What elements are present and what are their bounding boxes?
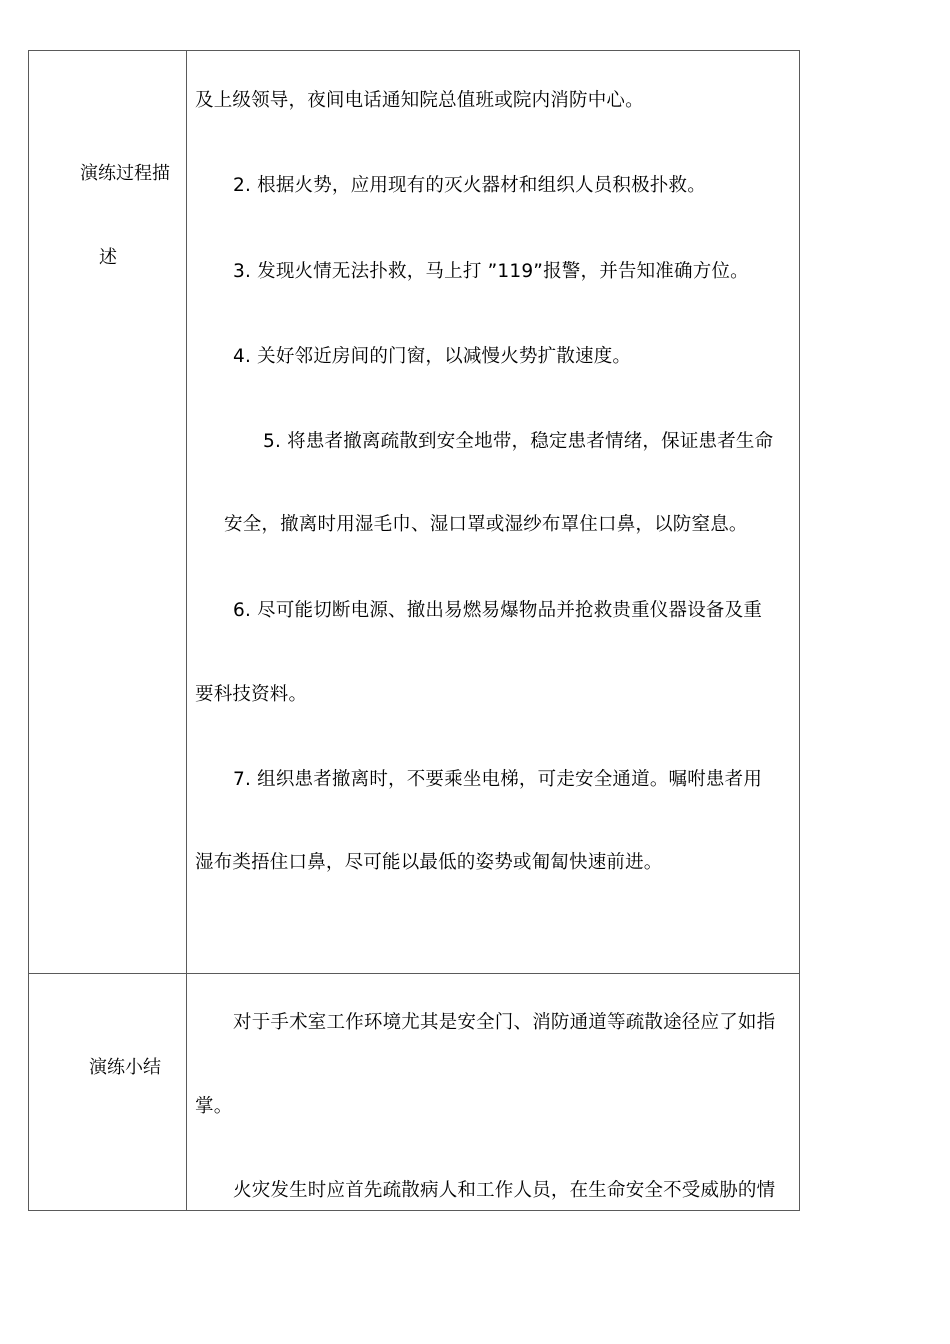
summary-content-cell xyxy=(187,974,800,1211)
summary-line: 对于手术室工作环境尤其是安全门、消防通道等疏散途径应了如指 xyxy=(233,1012,776,1033)
process-line: 4. 关好邻近房间的门窗，以减慢火势扩散速度。 xyxy=(233,346,632,367)
process-line: 要科技资料。 xyxy=(195,684,308,705)
process-label-cell xyxy=(29,51,187,974)
process-content-cell xyxy=(187,51,800,974)
summary-line: 火灾发生时应首先疏散病人和工作人员，在生命安全不受威胁的情 xyxy=(233,1180,776,1201)
process-line: 6. 尽可能切断电源、撤出易燃易爆物品并抢救贵重仪器设备及重 xyxy=(233,600,763,621)
summary-row xyxy=(29,974,800,1211)
process-line: 安全，撤离时用湿毛巾、湿口罩或湿纱布罩住口鼻，以防窒息。 xyxy=(224,514,748,535)
summary-label-cell xyxy=(29,974,187,1211)
summary-line: 掌。 xyxy=(195,1096,233,1117)
process-line: 2. 根据火势，应用现有的灭火器材和组织人员积极扑救。 xyxy=(233,175,706,196)
process-line: 7. 组织患者撤离时，不要乘坐电梯，可走安全通道。嘱咐患者用 xyxy=(233,769,763,790)
process-label-line1: 演练过程描 xyxy=(80,163,170,184)
drill-record-table xyxy=(28,50,800,1211)
process-line: 5. 将患者撤离疏散到安全地带，稳定患者情绪，保证患者生命 xyxy=(263,431,774,452)
process-line: 3. 发现火情无法扑救，马上打 ”119”报警，并告知准确方位。 xyxy=(233,261,749,282)
summary-label: 演练小结 xyxy=(89,1057,161,1078)
process-line: 及上级领导，夜间电话通知院总值班或院内消防中心。 xyxy=(195,90,644,111)
process-row xyxy=(29,51,800,974)
process-line: 湿布类捂住口鼻，尽可能以最低的姿势或匍匐快速前进。 xyxy=(195,852,663,873)
process-label-line2: 述 xyxy=(99,247,117,268)
